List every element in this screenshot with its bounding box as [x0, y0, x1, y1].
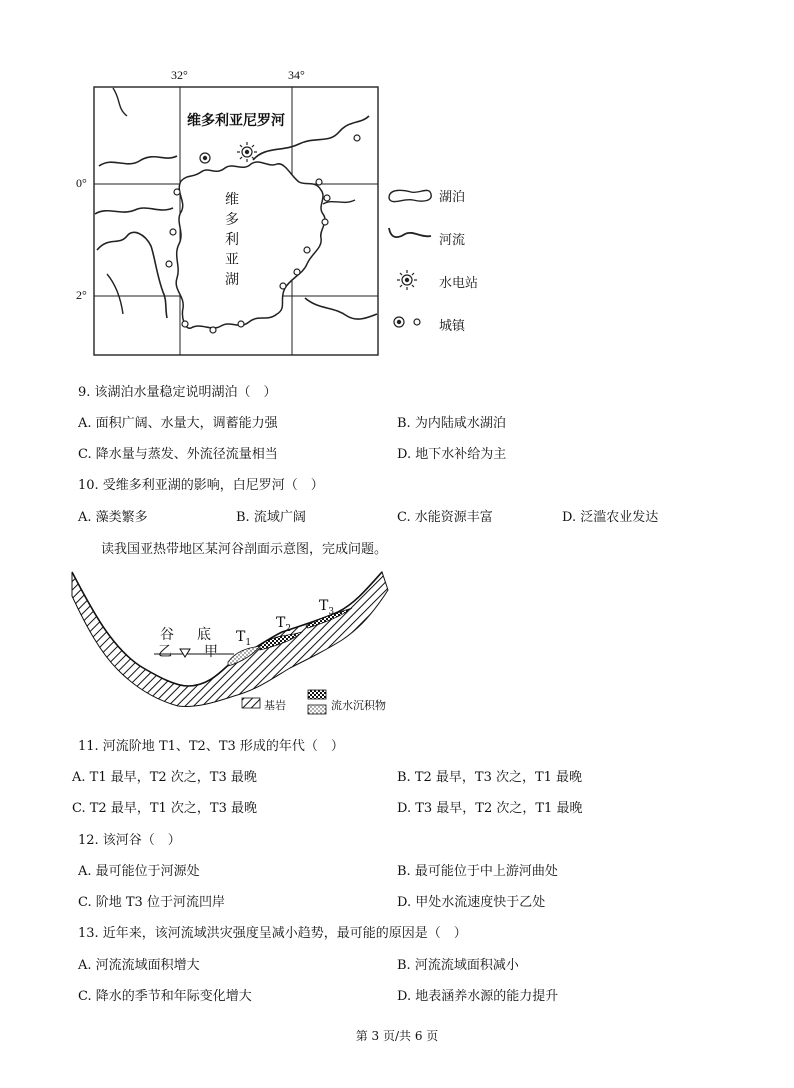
hydropower-station-icon [397, 270, 417, 290]
legend-lake-label: 湖泊 [439, 190, 466, 205]
valley-label-yi: 乙 [158, 644, 172, 660]
legend-bedrock-label: 基岩 [264, 699, 286, 712]
lake-name-char: 利 [225, 232, 239, 248]
map-legend-icons [385, 180, 435, 335]
question-12-option-c[interactable]: C. 阶地 T3 位于河流凹岸 [78, 895, 225, 910]
question-9-stem: 9. 该湖泊水量稳定说明湖泊（ ） [78, 385, 277, 400]
river-name-label: 维多利亚尼罗河 [187, 113, 285, 129]
question-9-option-c[interactable]: C. 降水量与蒸发、外流径流量相当 [78, 447, 278, 462]
river-west-3 [107, 274, 123, 314]
terrace-label-t2-sub: 2 [285, 623, 292, 634]
question-9-option-d[interactable]: D. 地下水补给为主 [397, 447, 507, 462]
river-icon [389, 228, 431, 237]
lake-name-char: 亚 [225, 252, 239, 268]
question-13-option-a[interactable]: A. 河流流域面积增大 [78, 958, 200, 973]
question-13-option-b[interactable]: B. 河流流域面积减小 [397, 958, 519, 973]
question-11-option-b[interactable]: B. T2 最早，T3 次之，T1 最晚 [397, 770, 583, 785]
lake-name-char: 多 [225, 212, 239, 228]
lake-name-label [224, 190, 240, 290]
hydropower-station-marker [237, 142, 257, 162]
terrace-label-t1 [236, 629, 251, 648]
terrace-label-t2-letter: T [276, 615, 286, 631]
terrace-label-t3-letter: T [319, 598, 329, 614]
legend-sediment-swatch-bottom [308, 705, 326, 714]
terrace-label-t3 [319, 598, 334, 617]
question-13-option-d[interactable]: D. 地表涵养水源的能力提升 [397, 989, 559, 1004]
question-10-option-c[interactable]: C. 水能资源丰富 [397, 510, 493, 525]
lake-name-char: 维 [225, 192, 239, 208]
lake-shoreline [176, 162, 325, 328]
section-intro: 读我国亚热带地区某河谷剖面示意图，完成问题。 [101, 542, 388, 557]
lon-label-32: 32° [171, 68, 188, 82]
question-10-option-b[interactable]: B. 流域广阔 [236, 510, 306, 525]
lat-label-0: 0° [76, 176, 87, 190]
river-top [113, 88, 127, 116]
question-9-option-a[interactable]: A. 面积广阔、水量大，调蓄能力强 [78, 416, 278, 431]
question-10-option-a[interactable]: A. 藻类繁多 [78, 510, 148, 525]
question-11-option-c[interactable]: C. T2 最早，T1 次之，T3 最晚 [72, 801, 257, 816]
valley-label-gu: 谷 [160, 627, 174, 643]
question-10-stem: 10. 受维多利亚湖的影响，白尼罗河（ ） [78, 478, 324, 493]
river-northwest [99, 156, 177, 166]
page-footer: 第 3 页/共 6 页 [355, 1029, 439, 1043]
question-12-option-d[interactable]: D. 甲处水流速度快于乙处 [397, 895, 546, 910]
question-11-stem: 11. 河流阶地 T1、T2、T3 形成的年代（ ） [78, 739, 344, 754]
water-level-symbol [180, 649, 190, 657]
terrace-label-t2 [276, 615, 291, 634]
question-10-option-d[interactable]: D. 泛滥农业发达 [562, 510, 659, 525]
town-icon [394, 317, 420, 327]
question-12-option-a[interactable]: A. 最可能位于河源处 [78, 864, 200, 879]
question-13-stem: 13. 近年来，该河流域洪灾强度呈减小趋势，最可能的原因是（ ） [78, 926, 467, 941]
question-11-option-a[interactable]: A. T1 最早，T2 次之，T3 最晚 [72, 770, 257, 785]
lake-icon [389, 190, 431, 201]
legend-sediment-label: 流水沉积物 [331, 699, 386, 712]
bedrock-layer [72, 572, 388, 707]
valley-label-di: 底 [197, 627, 211, 643]
lon-label-34: 34° [288, 68, 305, 82]
terrace-label-t3-sub: 3 [328, 606, 335, 617]
valley-profile-diagram [70, 566, 400, 716]
question-12-stem: 12. 该河谷（ ） [78, 833, 181, 848]
lake-name-char: 湖 [225, 272, 239, 288]
terrace-label-t1-letter: T [236, 629, 246, 645]
question-11-option-d[interactable]: D. T3 最早，T2 次之，T1 最晚 [397, 801, 583, 816]
question-12-option-b[interactable]: B. 最可能位于中上游河曲处 [397, 864, 558, 879]
question-9-option-b[interactable]: B. 为内陆咸水湖泊 [397, 416, 506, 431]
legend-river-label: 河流 [439, 233, 466, 248]
question-13-option-c[interactable]: C. 降水的季节和年际变化增大 [78, 989, 252, 1004]
legend-town-label: 城镇 [439, 319, 466, 334]
terrace-label-t1-sub: 1 [245, 637, 252, 648]
legend-sediment-swatch-top [308, 690, 326, 699]
river-west-1 [95, 208, 173, 214]
legend-bedrock-swatch [242, 698, 260, 708]
legend-hydropower-label: 水电站 [439, 276, 479, 291]
river-southeast [305, 298, 377, 319]
valley-label-jia: 甲 [204, 644, 218, 660]
lat-label-2: 2° [76, 288, 87, 302]
